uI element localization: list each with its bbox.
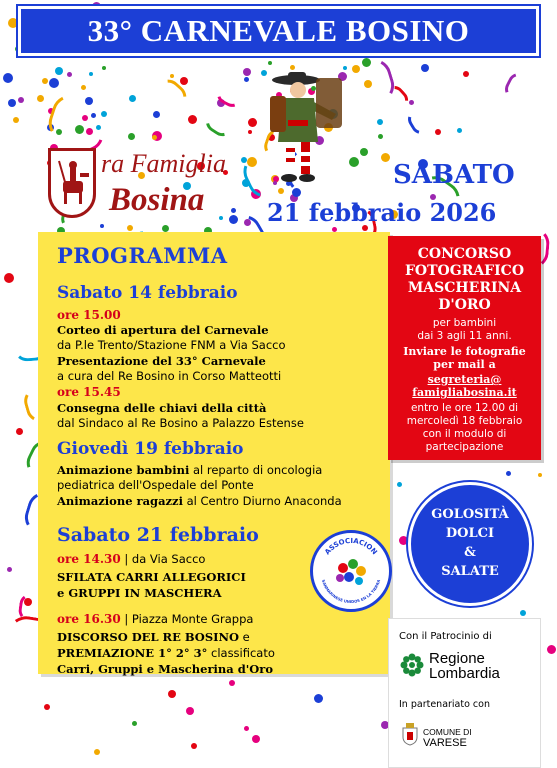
knight-icon — [55, 159, 91, 209]
confetti-dot — [435, 129, 441, 135]
confetti-dot — [152, 135, 157, 140]
confetti-dot — [506, 471, 511, 476]
partnership-label: In partenariato con — [399, 699, 490, 710]
confetti-dot — [89, 72, 93, 76]
shield-icon — [48, 148, 96, 218]
partners-box — [388, 618, 541, 768]
confetti-dot — [4, 273, 14, 283]
confetti-dot — [343, 66, 347, 70]
confetti-dot — [94, 749, 100, 755]
confetti-dot — [8, 18, 18, 28]
program-title: PROGRAMMA — [57, 243, 228, 268]
confetti-dot — [129, 95, 136, 102]
day1-item3-detail: dal Sindaco al Re Bosino a Palazzo Estense — [57, 416, 304, 430]
contest-send: Inviare le fotografie per mail a — [403, 345, 526, 371]
event-date: 21 febbraio 2026 — [267, 198, 497, 227]
day1-time1: ore 15.00 — [57, 308, 121, 322]
confetti-dot — [3, 73, 13, 83]
comune-name: COMUNE DI VARESE — [423, 727, 472, 749]
confetti-dot — [168, 690, 176, 698]
day1-item1: Corteo di apertura del Carnevale — [57, 323, 269, 337]
svg-text:SANMARINESE UNIDOS EN LA TIERR: SANMARINESE UNIDOS EN LA TIERRA — [320, 578, 382, 605]
confetti-dot — [314, 694, 323, 703]
confetti-dot — [13, 117, 19, 123]
confetti-dot — [268, 61, 272, 65]
confetti-dot — [244, 726, 249, 731]
region-name: Regione Lombardia — [429, 650, 500, 682]
day1-heading: Sabato 14 febbraio — [57, 283, 238, 303]
famiglia-bosina-logo — [45, 145, 245, 225]
contest-email-link[interactable]: segreteria@ famigliabosina.it — [412, 373, 517, 399]
confetti-dot — [457, 128, 462, 133]
confetti-dot — [101, 111, 107, 117]
logo-line2: Bosina — [109, 182, 205, 218]
confetti-dot — [229, 680, 235, 686]
confetti-dot — [397, 482, 402, 487]
svg-text:ASSOCIACION: ASSOCIACION — [323, 536, 379, 557]
contest-eligibility: per bambini dai 3 agli 11 anni. — [417, 317, 512, 342]
lombardia-rose-icon — [399, 652, 425, 678]
day3-time1: ore 14.30 | da Via Sacco — [57, 552, 206, 566]
confetti-dot — [409, 100, 414, 105]
confetti-dot — [381, 153, 390, 162]
confetti-dot — [153, 111, 160, 118]
day1-item3: Consegna delle chiavi della città — [57, 401, 267, 415]
confetti-dot — [180, 77, 188, 85]
patronage-label: Con il Patrocinio di — [399, 631, 492, 642]
confetti-dot — [81, 85, 86, 90]
confetti-dot — [170, 74, 174, 78]
contest-title: CONCORSO FOTOGRAFICO MASCHERINA D'ORO — [404, 246, 525, 313]
confetti-dot — [244, 77, 249, 82]
day3-time2: ore 16.30 | Piazza Monte Grappa — [57, 612, 254, 626]
confetti-dot — [252, 735, 260, 743]
day2-item1: Animazione bambini al reparto di oncologia — [57, 463, 323, 477]
confetti-dot — [191, 743, 197, 749]
confetti-dot — [42, 78, 48, 84]
confetti-dot — [399, 536, 408, 545]
day1-item2-detail: a cura del Re Bosino in Corso Matteotti — [57, 369, 282, 383]
carnival-character-icon — [256, 72, 352, 190]
confetti-dot — [243, 68, 251, 76]
confetti-dot — [49, 78, 59, 88]
confetti-dot — [55, 67, 63, 75]
confetti-dot — [8, 99, 16, 107]
day2-item2: Animazione ragazzi al Centro Diurno Anaconda — [57, 494, 342, 508]
confetti-dot — [37, 95, 44, 102]
confetti-dot — [67, 72, 72, 77]
streamer — [501, 69, 539, 107]
day3-item3: PREMIAZIONE 1° 2° 3° classificato — [57, 646, 275, 660]
confetti-dot — [520, 610, 526, 616]
confetti-dot — [547, 645, 556, 654]
contest-deadline: entro le ore 12.00 di mercoledì 18 febbraio con il modulo di partecipazione — [406, 402, 523, 453]
confetti-dot — [290, 65, 295, 70]
day3-heading: Sabato 21 febbraio — [57, 524, 259, 546]
confetti-dot — [378, 134, 383, 139]
confetti-dot — [188, 115, 197, 124]
confetti-dot — [128, 133, 135, 140]
day1-time2: ore 15.45 — [57, 385, 121, 399]
logo-line1: ra Famiglia — [101, 149, 226, 178]
confetti-dot — [360, 148, 368, 156]
confetti-dot — [102, 66, 106, 70]
confetti-dot — [7, 567, 12, 572]
day3-item2: DISCORSO DEL RE BOSINO e — [57, 630, 250, 644]
day2-heading: Giovedì 19 febbraio — [57, 439, 244, 459]
confetti-dot — [44, 704, 50, 710]
confetti-dot — [538, 473, 542, 477]
confetti-dot — [186, 707, 194, 715]
day3-item1-line1: SFILATA CARRI ALLEGORICI — [57, 570, 246, 584]
confetti-dot — [18, 97, 24, 103]
header-banner — [18, 6, 539, 56]
confetti-dot — [377, 119, 383, 125]
varese-crest-icon — [401, 722, 419, 746]
page-title: 33° CARNEVALE BOSINO — [87, 13, 470, 48]
confetti-dot — [463, 71, 469, 77]
event-day: SABATO — [393, 160, 515, 190]
confetti-dot — [248, 130, 252, 134]
confetti-dot — [421, 64, 429, 72]
photo-contest-box — [388, 236, 541, 460]
association-logo — [310, 530, 392, 612]
day3-item4: Carri, Gruppi e Mascherina d'Oro — [57, 662, 274, 676]
association-hands-icon — [313, 533, 389, 609]
confetti-dot — [16, 428, 23, 435]
day1-item1-detail: da P.le Trento/Stazione FNM a Via Sacco — [57, 338, 286, 352]
sweets-badge: GOLOSITÀ DOLCI & SALATE — [408, 482, 532, 606]
day2-item1-detail: pediatrica dell'Ospedale del Ponte — [57, 478, 254, 492]
day3-item1-line2: e GRUPPI IN MASCHERA — [57, 586, 222, 600]
confetti-dot — [132, 721, 137, 726]
day1-item2: Presentazione del 33° Carnevale — [57, 354, 266, 368]
